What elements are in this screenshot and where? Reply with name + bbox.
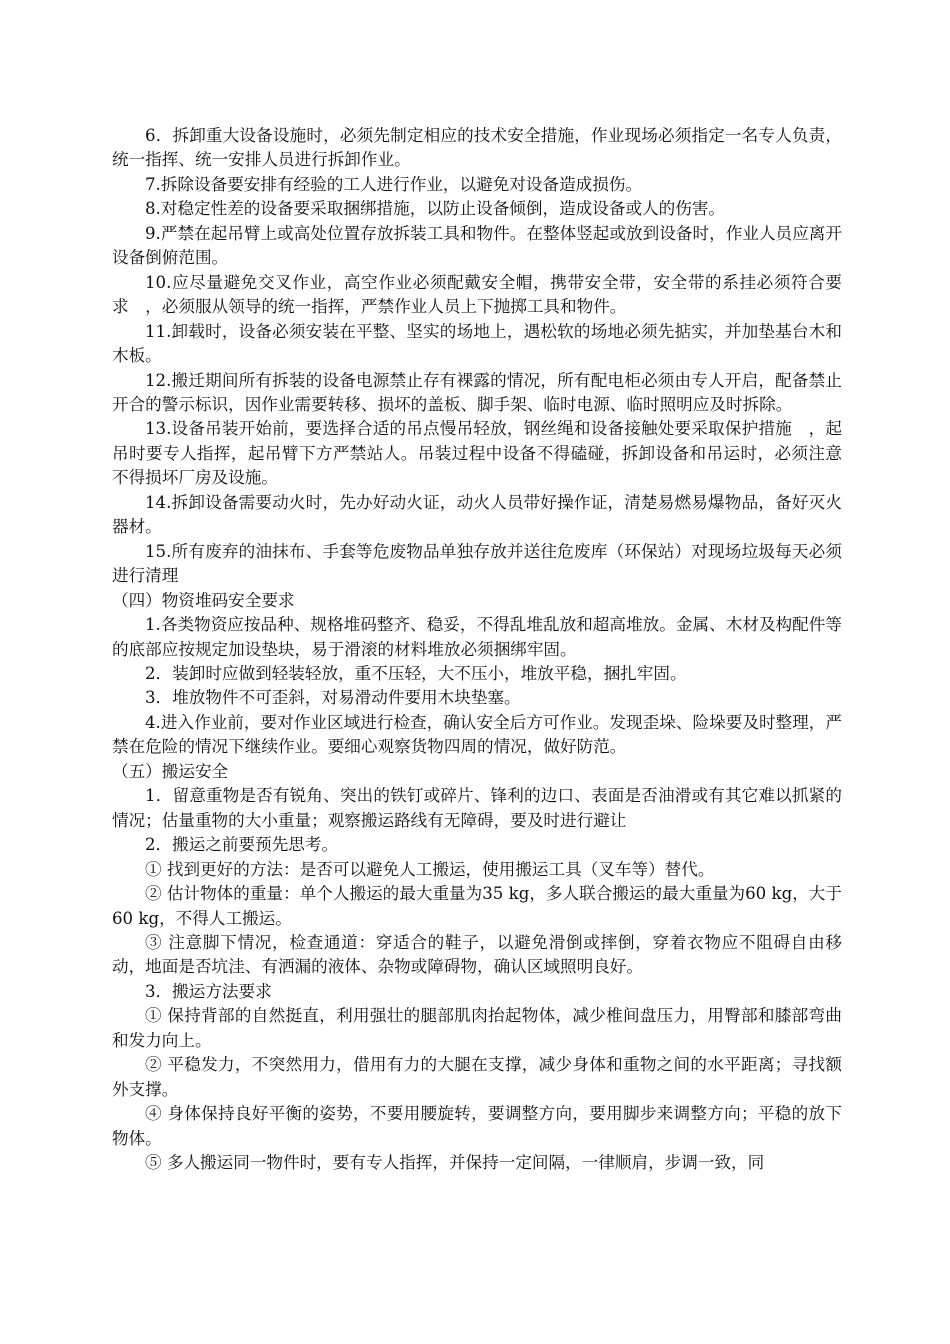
paragraph: ⑤ 多人搬运同一物件时，要有专人指挥，并保持一定间隔，一律顺肩，步调一致，同 bbox=[145, 1153, 765, 1173]
paragraph: 12.搬迁期间所有拆装的设备电源禁止存有裸露的情况，所有配电柜必须由专人开启，配备禁止开合的警示标识，因作业需要转移、损坏的盖板、脚手架、临时电源、临时照明应及时拆除。 bbox=[112, 370, 842, 414]
paragraph: 7.拆除设备要安排有经验的工人进行作业，以避免对设备造成损伤。 bbox=[145, 174, 643, 194]
paragraph: ④ 身体保持良好平衡的姿势，不要用腰旋转，要调整方向，要用脚步来调整方向；平稳的放下物体。 bbox=[112, 1104, 842, 1148]
paragraph: 15.所有废弃的油抹布、手套等危废物品单独存放并送往危废库（环保站）对现场垃圾每天必须进行清理 bbox=[112, 541, 842, 586]
paragraph: ② 平稳发力，不突然用力，借用有力的大腿在支撑，减少身体和重物之间的水平距离；寻找额外支撑。 bbox=[112, 1055, 842, 1099]
paragraph: ① 保持背部的自然挺直，利用强壮的腿部肌肉抬起物体，减少椎间盘压力，用臀部和膝部弯曲和发力向上。 bbox=[112, 1006, 842, 1050]
paragraph: 4.进入作业前，要对作业区域进行检查，确认安全后方可作业。发现歪垛、险垛要及时整理，严禁在危险的情况下继续作业。要细心观察货物四周的情况，做好防范。 bbox=[112, 712, 842, 757]
section-heading: （四）物资堆码安全要求 bbox=[112, 590, 295, 610]
paragraph: ① 找到更好的方法：是否可以避免人工搬运，使用搬运工具（叉车等）替代。 bbox=[145, 859, 715, 879]
paragraph: 6．拆卸重大设备设施时，必须先制定相应的技术安全措施，作业现场必须指定一名专人负责，统一指挥、统一安排人员进行拆卸作业。 bbox=[112, 126, 842, 170]
section-heading: （五）搬运安全 bbox=[112, 761, 229, 781]
paragraph: 1.各类物资应按品种、规格堆码整齐、稳妥，不得乱堆乱放和超高堆放。金属、木材及构配件等的底部应按规定加设垫块，易于滑滚的材料堆放必须捆绑牢固。 bbox=[112, 615, 842, 659]
paragraph: ② 估计物体的重量：单个人搬运的最大重量为35 kg，多人联合搬运的最大重量为60 kg，大于60 kg，不得人工搬运。 bbox=[112, 884, 842, 928]
paragraph: 10.应尽量避免交叉作业，高空作业必须配戴安全帽，携带安全带，安全带的系挂必须符合要求 ，必须服从领导的统一指挥，严禁作业人员上下抛掷工具和物件。 bbox=[112, 272, 842, 317]
paragraph: 1．留意重物是否有锐角、突出的铁钉或碎片、锋利的边口、表面是否油滑或有其它难以抓紧的情况；估量重物的大小重量；观察搬运路线有无障碍，要及时进行避让 bbox=[112, 786, 842, 830]
paragraph: 11.卸载时，设备必须安装在平整、坚实的场地上，遇松软的场地必须先掂实，并加垫基台木和木板。 bbox=[112, 321, 842, 366]
paragraph: 14.拆卸设备需要动火时，先办好动火证，动火人员带好操作证，清楚易燃易爆物品，备好灭火器材。 bbox=[112, 492, 842, 537]
paragraph: 8.对稳定性差的设备要采取捆绑措施，以防止设备倾倒，造成设备或人的伤害。 bbox=[145, 199, 726, 219]
paragraph: 2．装卸时应做到轻装轻放，重不压轻，大不压小，堆放平稳，捆扎牢固。 bbox=[145, 663, 687, 683]
document-body bbox=[112, 124, 842, 1175]
paragraph: 9.严禁在起吊臂上或高处位置存放拆装工具和物件。在整体竖起或放到设备时，作业人员应离开设备倒俯范围。 bbox=[112, 223, 842, 268]
paragraph: 3．搬运方法要求 bbox=[145, 981, 272, 1001]
paragraph: 13.设备吊装开始前，要选择合适的吊点慢吊轻放，钢丝绳和设备接触处要采取保护措施 ，起吊时要专人指挥，起吊臂下方严禁站人。吊装过程中设备不得磕碰，拆卸设备和吊运时，必须注意不得损坏厂房及设施。 bbox=[112, 419, 842, 488]
paragraph: ③ 注意脚下情况，检查通道：穿适合的鞋子，以避免滑倒或摔倒，穿着衣物应不阻碍自由移动，地面是否坑洼、有洒漏的液体、杂物或障碍物，确认区域照明良好。 bbox=[112, 932, 842, 977]
paragraph: 2．搬运之前要预先思考。 bbox=[145, 835, 339, 855]
paragraph: 3．堆放物件不可歪斜，对易滑动件要用木块垫塞。 bbox=[145, 688, 521, 708]
